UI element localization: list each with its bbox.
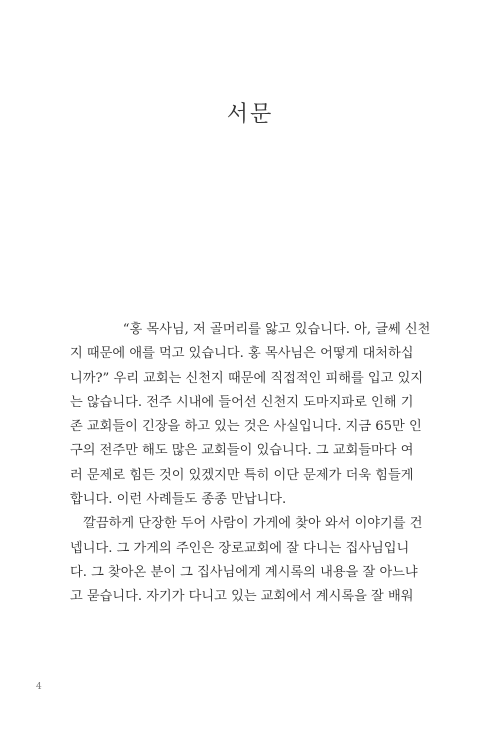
text-line: 고 묻습니다. 자기가 다니고 있는 교회에서 계시록을 잘 배워 (70, 589, 414, 605)
text-line: 다. 그 찾아온 분이 그 집사님에게 계시록의 내용을 잘 아느냐 (70, 564, 418, 580)
text-line: 러 문제로 힘든 것이 있겠지만 특히 이단 문제가 더욱 힘들게 (70, 467, 414, 483)
body-text (70, 318, 432, 610)
chapter-title: 서문 (226, 102, 274, 127)
text-line: 는 않습니다. 전주 시내에 들어선 신천지 도마지파로 인해 기 (70, 394, 414, 410)
text-line: 니까?” 우리 교회는 신천지 때문에 직접적인 피해를 입고 있지 (70, 370, 424, 386)
text-line: 넵니다. 그 가게의 주인은 장로교회에 잘 다니는 집사님입니 (70, 540, 410, 556)
page-number: 4 (36, 682, 42, 692)
text-line: 구의 전주만 해도 많은 교회들이 있습니다. 그 교회들마다 여 (70, 443, 414, 459)
text-line: 깔끔하게 단장한 두어 사람이 가게에 찾아 와서 이야기를 건 (70, 516, 423, 532)
text-line: “홍 목사님, 저 골머리를 앓고 있습니다. 아, 글쎄 신천 (70, 322, 431, 337)
text-line: 합니다. 이런 사례들도 종종 만납니다. (70, 492, 287, 508)
text-line: 지 때문에 애를 먹고 있습니다. 홍 목사님은 어떻게 대처하십 (70, 346, 414, 362)
text-line: 존 교회들이 긴장을 하고 있는 것은 사실입니다. 지금 65만 인 (70, 419, 422, 435)
